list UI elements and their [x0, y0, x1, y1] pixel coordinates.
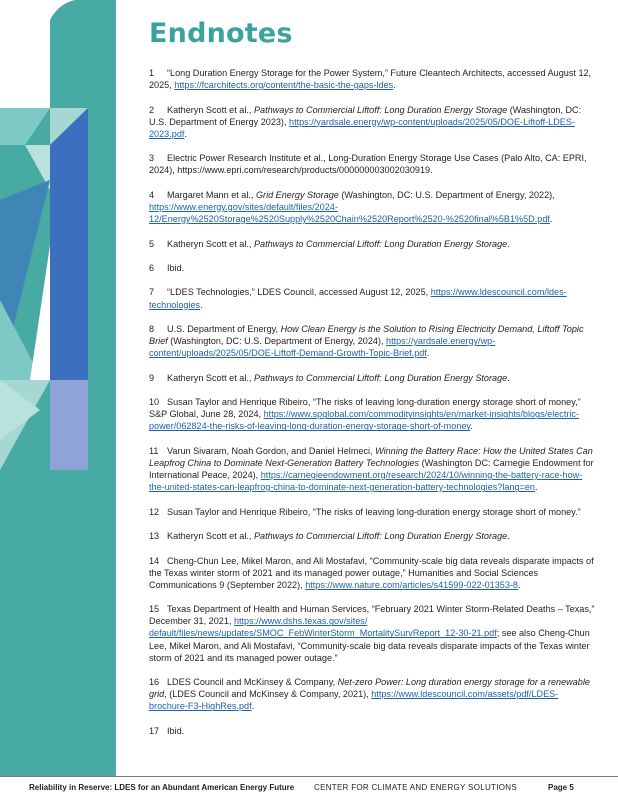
endnote-number: 16 [149, 677, 160, 688]
endnote-title-italic: Pathways to Commercial Liftoff: Long Duration Energy Storage [253, 104, 508, 115]
page-footer [0, 776, 618, 801]
endnote-title-italic: How Clean Energy is the Solution to Rising Electricity Demand, Liftoff Topic Brief [149, 324, 584, 347]
endnote-title-italic: Pathways to Commercial Liftoff: Long Duration Energy Storage [253, 238, 508, 249]
endnote-item [149, 152, 595, 176]
endnote-text: Texas Department of Health and Human Services, “February 2021 Winter Storm-Related Deaths – Texas,” December 31, 2021, [149, 604, 595, 627]
endnote-link[interactable]: https://carnegieendowment.org/research/2024/10/winning-the-battery-race-how-the-united-states-can-leapfrog-china-to-dominate-next-generation-battery-technologies?lang=en [149, 470, 583, 493]
endnote-link[interactable]: https://www.ldescouncil.com/ldes-technologies [149, 287, 567, 310]
footer-page-number: Page 5 [548, 783, 574, 792]
endnote-link[interactable]: https://yardsale.energy/wp-content/uploads/2025/05/DOE-Liftoff-Demand-Growth-Topic-Brief.pdf [149, 336, 496, 359]
endnote-number: 17 [149, 725, 160, 736]
endnote-number: 11 [149, 445, 159, 456]
endnote-number: 10 [149, 397, 160, 408]
endnote-item [149, 323, 595, 359]
endnote-text: Ibid. [167, 262, 185, 273]
endnote-link[interactable]: https://www.nature.com/articles/s41599-022-01353-8 [305, 579, 518, 590]
endnote-item [149, 506, 595, 518]
endnote-number: 15 [149, 604, 160, 615]
footer-organization: CENTER FOR CLIMATE AND ENERGY SOLUTIONS [314, 783, 517, 792]
endnote-text: . [507, 531, 510, 542]
endnote-item [149, 67, 595, 91]
endnote-title-italic: Pathways to Commercial Liftoff: Long Duration Energy Storage [253, 531, 508, 542]
endnote-number: 4 [149, 189, 155, 200]
endnote-link[interactable]: https://www.dshs.texas.gov/sites/ default/files/news/updates/SMOC_FebWinterStorm_MortalitySurvReport_12-30-21.pdf [149, 616, 497, 639]
endnotes-list [149, 67, 595, 749]
endnote-text: Katheryn Scott et al., [167, 531, 254, 542]
page-title: Endnotes [149, 18, 293, 49]
endnote-title-italic: Net-zero Power: Long duration energy storage for a renewable grid [149, 677, 590, 700]
endnote-text: . [200, 299, 203, 310]
endnote-text: Katheryn Scott et al., [167, 372, 254, 383]
endnote-text: Varun Sivaram, Noah Gordon, and Daniel Helmeci, [167, 445, 376, 456]
endnote-text: Katheryn Scott et al., [167, 104, 254, 115]
endnote-text: . [184, 128, 187, 139]
endnote-number: 8 [149, 324, 155, 335]
endnote-text: (Washington, DC: U.S. Department of Energy, 2022), [338, 189, 555, 200]
endnote-text: . [393, 80, 396, 91]
endnote-number: 2 [149, 104, 155, 115]
endnote-text: . [549, 214, 553, 225]
endnote-item [149, 396, 595, 432]
endnote-number: 7 [149, 287, 155, 298]
endnote-text: Electric Power Research Institute et al., Long-Duration Energy Storage Use Cases (Palo Alto, CA: EPRI, 2024), https://www.epri.com/research/products/000000003002030919. [149, 153, 587, 176]
endnote-number: 6 [149, 262, 155, 273]
endnote-text: . [534, 482, 538, 493]
endnote-item [149, 104, 595, 140]
endnote-item [149, 189, 595, 225]
endnote-number: 14 [149, 555, 160, 566]
endnote-item [149, 725, 595, 737]
endnote-item [149, 530, 595, 542]
endnote-item [149, 555, 595, 591]
endnote-text: Susan Taylor and Henrique Ribeiro, “The risks of leaving long-duration energy storage short of money.” [167, 506, 581, 517]
endnote-link[interactable]: https://fcarchitects.org/content/the-basic-the-gaps-ldes [174, 80, 394, 91]
endnote-text: Katheryn Scott et al., [167, 238, 254, 249]
endnote-text: . [470, 421, 473, 432]
endnote-text: . [507, 238, 510, 249]
endnote-link[interactable]: https://yardsale.energy/wp-content/uploads/2025/05/DOE-Liftoff-LDES-2023.pdf [149, 116, 575, 139]
endnote-title-italic: Grid Energy Storage [255, 189, 339, 200]
endnote-number: 3 [149, 153, 155, 164]
endnote-text: Ibid. [167, 725, 185, 736]
endnote-text: . [518, 579, 521, 590]
endnote-item [149, 262, 595, 274]
endnote-text: (Washington DC: Carnegie Endowment for International Peace, 2024), [149, 457, 594, 481]
endnote-text: Cheng-Chun Lee, Mikel Maron, and Ali Mostafavi, “Community-scale big data reveals disparate impacts of the Texas winter storm of 2021 and its managed power outage,” Humanities and Social Sciences Communications 9 (September 2022), [149, 555, 594, 590]
endnote-title-italic: Winning the Battery Race: How the United States Can Leapfrog China to Dominate Next-Generation Battery Technologies [149, 445, 593, 468]
endnote-text: U.S. Department of Energy, [167, 324, 281, 335]
endnote-item [149, 238, 595, 250]
footer-report-title: Reliability in Reserve: LDES for an Abundant American Energy Future [29, 783, 295, 792]
endnote-number: 5 [149, 238, 155, 249]
endnote-text: Susan Taylor and Henrique Ribeiro, “The risks of leaving long-duration energy storage short of money,” S&P Global, June 28, 2024, [149, 397, 581, 420]
endnote-text: Margaret Mann et al., [167, 189, 256, 200]
endnote-text: (Washington, DC: U.S. Department of Energy, 2024), [167, 336, 387, 347]
endnote-text: ; see also Cheng-Chun Lee, Mikel Maron, and Ali Mostafavi, “Community-scale big data reveals disparate impacts of the Texas winter storm of 2021 and its managed power outage.” [149, 628, 590, 663]
endnote-text: . [426, 348, 430, 359]
endnote-text: LDES Council and McKinsey & Company, [167, 677, 338, 688]
endnote-link[interactable]: https://www.energy.gov/sites/default/files/2024-12/Energy%2520Storage%2520Supply%2520Chain%2520Report%2520-%2520final%5B1%5D.pdf [149, 201, 550, 225]
endnote-item [149, 445, 595, 493]
decorative-sidebar [0, 0, 116, 776]
endnote-item [149, 286, 595, 310]
endnote-number: 1 [149, 68, 155, 78]
endnote-number: 9 [149, 372, 155, 383]
endnote-item [149, 603, 595, 663]
endnote-text: . [507, 372, 510, 383]
endnote-link[interactable]: https://www.spglobal.com/commodityinsights/en/market-insights/blogs/electric-power/062824-the-risks-of-leaving-long-duration-energy-storage-short-of-money [149, 409, 579, 432]
endnote-text: , (LDES Council and McKinsey & Company, 2021), [164, 689, 372, 700]
endnote-title-italic: Pathways to Commercial Liftoff: Long Duration Energy Storage [253, 372, 508, 383]
endnote-link[interactable]: https://www.ldescouncil.com/assets/pdf/LDES-brochure-F3-HighRes.pdf [149, 689, 559, 712]
endnote-item [149, 676, 595, 712]
endnote-text: “Long Duration Energy Storage for the Power System,” Future Cleantech Architects, accessed August 12, 2025, [149, 68, 592, 91]
endnote-item [149, 372, 595, 384]
endnote-text: . [251, 701, 255, 712]
endnote-text: (Washington, DC: U.S. Department of Energy 2023), [149, 104, 582, 127]
endnote-text: “LDES Technologies,” LDES Council, accessed August 12, 2025, [167, 287, 431, 298]
endnote-number: 13 [149, 531, 160, 542]
endnote-number: 12 [149, 506, 160, 517]
